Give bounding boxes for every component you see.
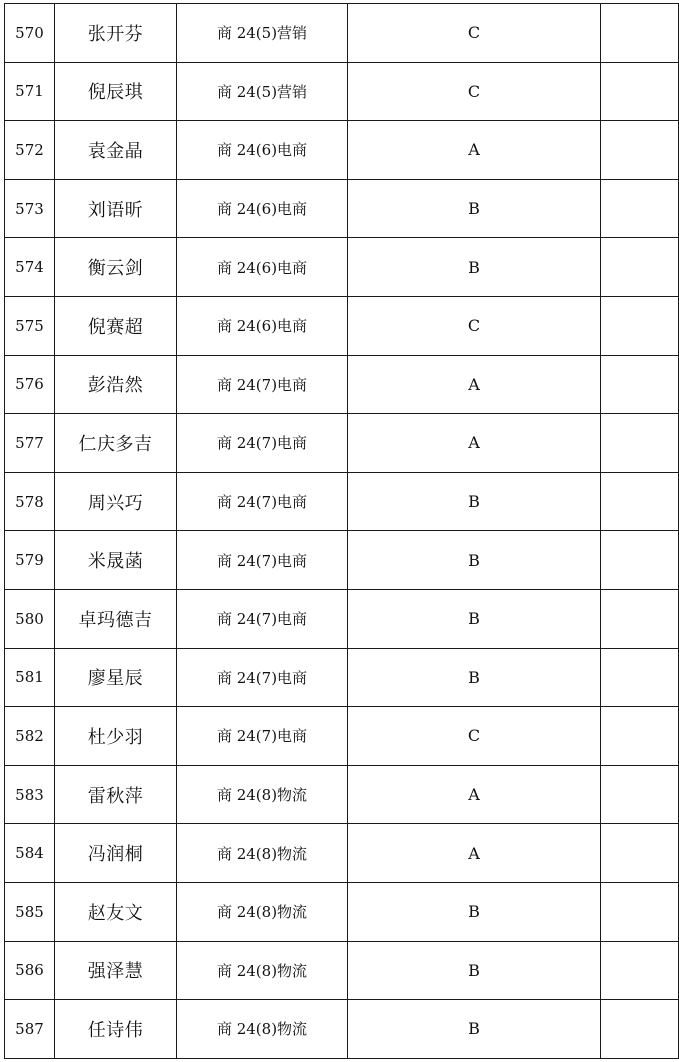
- table-body: [5, 4, 679, 1059]
- class-cell: 商 24(7)电商: [177, 707, 348, 766]
- student-name-cell: 倪辰琪: [55, 62, 177, 121]
- table-row: [5, 1000, 679, 1059]
- table-row: [5, 355, 679, 414]
- grade-cell: B: [348, 472, 601, 531]
- row-number-cell: 570: [5, 4, 55, 63]
- student-name-cell: 卓玛德吉: [55, 589, 177, 648]
- class-cell: 商 24(6)电商: [177, 238, 348, 297]
- student-name-cell: 赵友文: [55, 882, 177, 941]
- student-name-cell: 米晟菡: [55, 531, 177, 590]
- table-row: [5, 824, 679, 883]
- grade-table: [4, 3, 679, 1059]
- table-row: [5, 882, 679, 941]
- class-cell: 商 24(8)物流: [177, 824, 348, 883]
- grade-cell: A: [348, 824, 601, 883]
- table-row: [5, 589, 679, 648]
- student-name-cell: 廖星辰: [55, 648, 177, 707]
- class-cell: 商 24(7)电商: [177, 648, 348, 707]
- note-cell: [601, 1000, 679, 1059]
- student-name-cell: 强泽慧: [55, 941, 177, 1000]
- class-cell: 商 24(5)营销: [177, 4, 348, 63]
- row-number-cell: 582: [5, 707, 55, 766]
- class-cell: 商 24(6)电商: [177, 179, 348, 238]
- grade-cell: A: [348, 121, 601, 180]
- grade-cell: C: [348, 4, 601, 63]
- grade-cell: A: [348, 414, 601, 473]
- note-cell: [601, 941, 679, 1000]
- row-number-cell: 574: [5, 238, 55, 297]
- student-name-cell: 雷秋萍: [55, 765, 177, 824]
- table-row: [5, 531, 679, 590]
- table-row: [5, 238, 679, 297]
- row-number-cell: 586: [5, 941, 55, 1000]
- grade-cell: C: [348, 296, 601, 355]
- student-name-cell: 衡云剑: [55, 238, 177, 297]
- table-row: [5, 4, 679, 63]
- row-number-cell: 587: [5, 1000, 55, 1059]
- note-cell: [601, 4, 679, 63]
- table-row: [5, 765, 679, 824]
- class-cell: 商 24(6)电商: [177, 121, 348, 180]
- note-cell: [601, 589, 679, 648]
- class-cell: 商 24(5)营销: [177, 62, 348, 121]
- note-cell: [601, 355, 679, 414]
- grade-cell: B: [348, 238, 601, 297]
- row-number-cell: 583: [5, 765, 55, 824]
- row-number-cell: 572: [5, 121, 55, 180]
- table-row: [5, 179, 679, 238]
- note-cell: [601, 62, 679, 121]
- row-number-cell: 576: [5, 355, 55, 414]
- row-number-cell: 577: [5, 414, 55, 473]
- grade-cell: B: [348, 648, 601, 707]
- grade-cell: B: [348, 589, 601, 648]
- class-cell: 商 24(7)电商: [177, 355, 348, 414]
- note-cell: [601, 707, 679, 766]
- student-name-cell: 仁庆多吉: [55, 414, 177, 473]
- grade-cell: B: [348, 531, 601, 590]
- class-cell: 商 24(7)电商: [177, 531, 348, 590]
- note-cell: [601, 414, 679, 473]
- student-name-cell: 任诗伟: [55, 1000, 177, 1059]
- row-number-cell: 580: [5, 589, 55, 648]
- student-name-cell: 杜少羽: [55, 707, 177, 766]
- grade-cell: A: [348, 765, 601, 824]
- student-name-cell: 冯润桐: [55, 824, 177, 883]
- note-cell: [601, 179, 679, 238]
- row-number-cell: 578: [5, 472, 55, 531]
- row-number-cell: 581: [5, 648, 55, 707]
- table-row: [5, 62, 679, 121]
- student-name-cell: 周兴巧: [55, 472, 177, 531]
- grade-cell: B: [348, 882, 601, 941]
- table-row: [5, 414, 679, 473]
- table-row: [5, 707, 679, 766]
- row-number-cell: 585: [5, 882, 55, 941]
- note-cell: [601, 531, 679, 590]
- note-cell: [601, 121, 679, 180]
- table-row: [5, 648, 679, 707]
- row-number-cell: 584: [5, 824, 55, 883]
- grade-cell: A: [348, 355, 601, 414]
- table-row: [5, 941, 679, 1000]
- row-number-cell: 571: [5, 62, 55, 121]
- class-cell: 商 24(8)物流: [177, 1000, 348, 1059]
- row-number-cell: 575: [5, 296, 55, 355]
- class-cell: 商 24(7)电商: [177, 472, 348, 531]
- student-name-cell: 张开芬: [55, 4, 177, 63]
- note-cell: [601, 824, 679, 883]
- class-cell: 商 24(7)电商: [177, 589, 348, 648]
- student-name-cell: 倪赛超: [55, 296, 177, 355]
- table-row: [5, 472, 679, 531]
- grade-cell: B: [348, 941, 601, 1000]
- class-cell: 商 24(6)电商: [177, 296, 348, 355]
- grade-cell: B: [348, 179, 601, 238]
- note-cell: [601, 472, 679, 531]
- note-cell: [601, 882, 679, 941]
- table-row: [5, 121, 679, 180]
- note-cell: [601, 296, 679, 355]
- note-cell: [601, 765, 679, 824]
- grade-cell: C: [348, 707, 601, 766]
- class-cell: 商 24(8)物流: [177, 765, 348, 824]
- student-name-cell: 袁金晶: [55, 121, 177, 180]
- grade-cell: B: [348, 1000, 601, 1059]
- grade-cell: C: [348, 62, 601, 121]
- student-name-cell: 刘语昕: [55, 179, 177, 238]
- class-cell: 商 24(8)物流: [177, 941, 348, 1000]
- class-cell: 商 24(8)物流: [177, 882, 348, 941]
- row-number-cell: 573: [5, 179, 55, 238]
- note-cell: [601, 648, 679, 707]
- row-number-cell: 579: [5, 531, 55, 590]
- table-row: [5, 296, 679, 355]
- student-name-cell: 彭浩然: [55, 355, 177, 414]
- note-cell: [601, 238, 679, 297]
- class-cell: 商 24(7)电商: [177, 414, 348, 473]
